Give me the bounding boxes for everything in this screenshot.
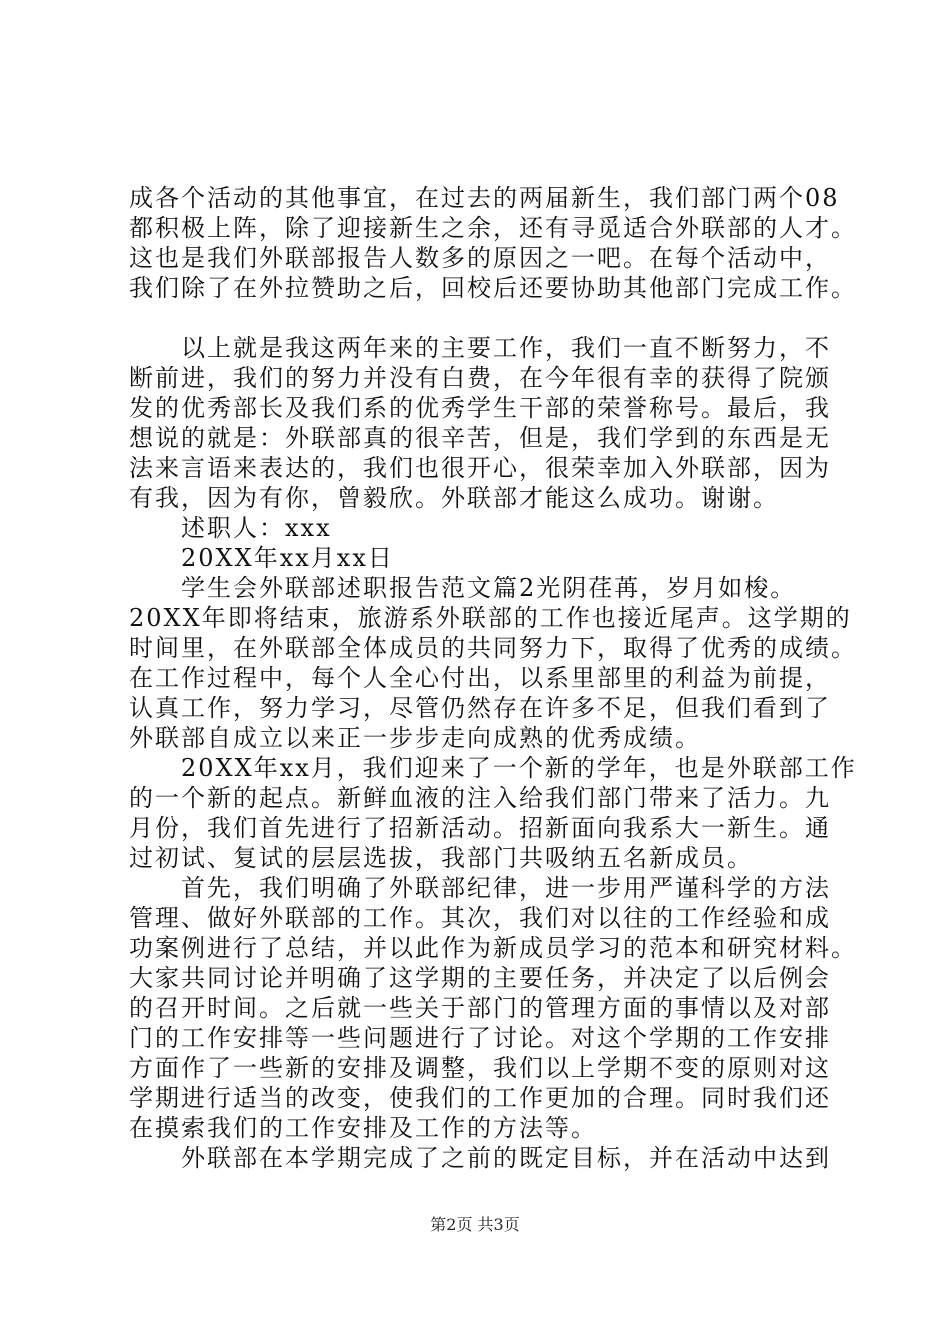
text-line: 在摸索我们的工作安排及工作的方法等。: [129, 1114, 597, 1142]
text-line: 月份，我们首先进行了招新活动。招新面向我系大一新生。通: [129, 814, 831, 842]
text-line: 有我，因为有你，曾毅欣。外联部才能这么成功。谢谢。: [129, 484, 779, 512]
text-line: 功案例进行了总结，并以此作为新成员学习的范本和研究材料。: [129, 934, 857, 962]
text-line: 大家共同讨论并明确了这学期的主要任务，并决定了以后例会: [129, 964, 831, 992]
text-line: 这也是我们外联部报告人数多的原因之一吧。在每个活动中，: [129, 244, 831, 272]
text-line: 的召开时间。之后就一些关于部门的管理方面的事情以及对部: [129, 994, 831, 1022]
text-line: 外联部自成立以来正一步步走向成熟的优秀成绩。: [129, 724, 701, 752]
text-line: 外联部在本学期完成了之前的既定目标，并在活动中达到: [129, 1144, 831, 1172]
text-line: 成各个活动的其他事宜，在过去的两届新生，我们部门两个08: [129, 184, 840, 212]
text-line: 学生会外联部述职报告范文篇2光阴荏苒，岁月如梭。: [129, 574, 797, 602]
text-line: 方面作了一些新的安排及调整，我们以上学期不变的原则对这: [129, 1054, 831, 1082]
text-line: 时间里，在外联部全体成员的共同努力下，取得了优秀的成绩。: [129, 634, 857, 662]
text-line: 过初试、复试的层层选拔，我部门共吸纳五名新成员。: [129, 844, 753, 872]
text-line: 的一个新的起点。新鲜血液的注入给我们部门带来了活力。九: [129, 784, 831, 812]
text-line: 管理、做好外联部的工作。其次，我们对以往的工作经验和成: [129, 904, 831, 932]
text-line: 以上就是我这两年来的主要工作，我们一直不断努力，不: [129, 334, 831, 362]
text-line: 学期进行适当的改变，使我们的工作更加的合理。同时我们还: [129, 1084, 831, 1112]
signature-date: 20XX年xx月xx日: [129, 544, 394, 572]
signature-name: 述职人：xxx: [129, 514, 332, 542]
text-line: 首先，我们明确了外联部纪律，进一步用严谨科学的方法: [129, 874, 831, 902]
page-number: 第2页 共3页: [430, 1215, 520, 1234]
text-line: 认真工作，努力学习，尽管仍然存在许多不足，但我们看到了: [129, 694, 831, 722]
text-line: 20XX年即将结束，旅游系外联部的工作也接近尾声。这学期的: [129, 604, 852, 632]
text-line: 在工作过程中，每个人全心付出，以系里部里的利益为前提，: [129, 664, 831, 692]
text-line: 我们除了在外拉赞助之后，回校后还要协助其他部门完成工作。: [129, 274, 857, 302]
text-line: 断前进，我们的努力并没有白费，在今年很有幸的获得了院颁: [129, 364, 831, 392]
text-line: 门的工作安排等一些问题进行了讨论。对这个学期的工作安排: [129, 1024, 831, 1052]
text-line: 20XX年xx月，我们迎来了一个新的学年，也是外联部工作: [129, 754, 857, 782]
text-line: 法来言语来表达的，我们也很开心，很荣幸加入外联部，因为: [129, 454, 831, 482]
text-line: 都积极上阵，除了迎接新生之余，还有寻觅适合外联部的人才。: [129, 214, 857, 242]
text-line: 想说的就是：外联部真的很辛苦，但是，我们学到的东西是无: [129, 424, 831, 452]
text-line: 发的优秀部长及我们系的优秀学生干部的荣誉称号。最后，我: [129, 394, 831, 422]
